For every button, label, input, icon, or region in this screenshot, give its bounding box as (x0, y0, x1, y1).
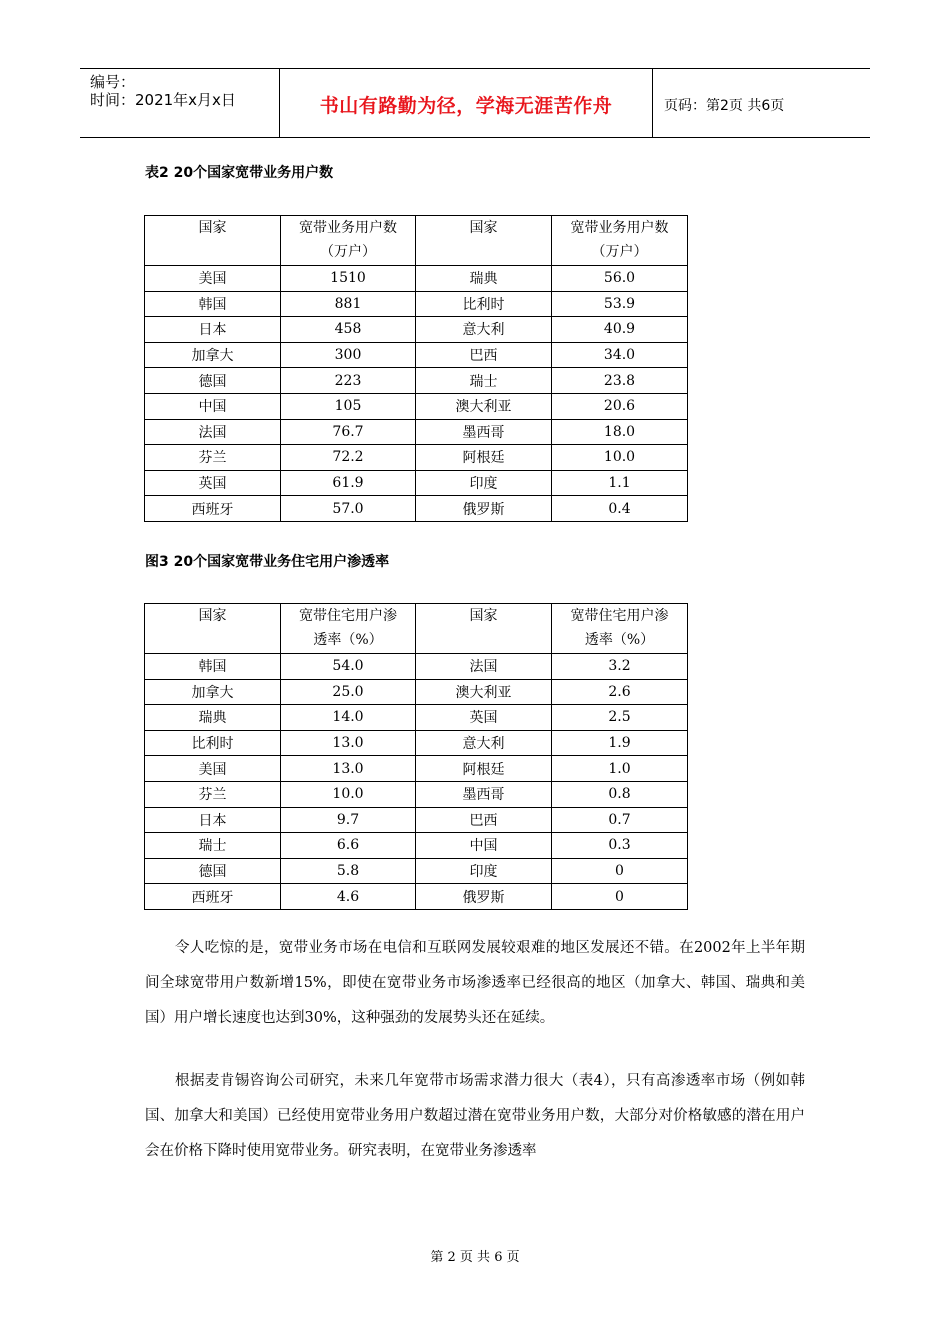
header-cell (281, 604, 416, 654)
table-row (145, 419, 688, 445)
country-cell: 德国 (145, 368, 281, 394)
table-row (145, 679, 688, 705)
table-row (145, 470, 688, 496)
country-cell: 澳大利亚 (416, 679, 552, 705)
value-cell: 20.6 (552, 393, 688, 419)
value-cell: 223 (281, 368, 416, 394)
header-cell-line: 宽带住宅用户渗 (570, 608, 669, 624)
country-cell: 意大利 (416, 730, 552, 756)
country-cell: 德国 (145, 858, 281, 884)
value-cell: 0.3 (552, 833, 688, 859)
value-cell: 1.1 (552, 470, 688, 496)
country-cell: 韩国 (145, 291, 281, 317)
country-cell: 西班牙 (145, 496, 281, 522)
country-cell: 意大利 (416, 317, 552, 343)
paragraph-1: 令人吃惊的是，宽带业务市场在电信和互联网发展较艰难的地区发展还不错。在2002年上半年期间全球宽带用户数新增15%，即使在宽带业务市场渗透率已经很高的地区（加拿大、韩国、瑞典和美国）用户增长速度也达到30%，这种强劲的发展势头还在延续。 (145, 940, 805, 1026)
table2 (144, 215, 688, 522)
country-cell: 美国 (145, 756, 281, 782)
time-label: 时间：2021年x月x日 (90, 91, 236, 109)
header-cell (416, 604, 552, 654)
header-cell-line: 国家 (198, 220, 227, 236)
value-cell: 23.8 (552, 368, 688, 394)
value-cell: 1.0 (552, 756, 688, 782)
country-cell: 巴西 (416, 342, 552, 368)
header-cell (145, 216, 281, 266)
value-cell: 18.0 (552, 419, 688, 445)
country-cell: 日本 (145, 807, 281, 833)
header-cell-line: 透率（%） (584, 632, 655, 648)
country-cell: 俄罗斯 (416, 884, 552, 910)
country-cell: 瑞典 (416, 266, 552, 292)
table-row (145, 496, 688, 522)
country-cell: 阿根廷 (416, 445, 552, 471)
value-cell: 13.0 (281, 730, 416, 756)
header-cell-line: （万户） (591, 244, 648, 260)
header-motto (280, 69, 653, 137)
country-cell: 中国 (145, 393, 281, 419)
table-row (145, 884, 688, 910)
country-cell: 中国 (416, 833, 552, 859)
table-row (145, 317, 688, 343)
value-cell: 76.7 (281, 419, 416, 445)
table-row (145, 807, 688, 833)
country-cell: 墨西哥 (416, 781, 552, 807)
value-cell: 105 (281, 393, 416, 419)
header-cell-line: 透率（%） (313, 632, 383, 648)
header-cell (416, 216, 552, 266)
table3 (144, 603, 688, 910)
number-label: 编号： (90, 73, 136, 91)
header-meta (80, 69, 280, 137)
value-cell: 458 (281, 317, 416, 343)
value-cell: 34.0 (552, 342, 688, 368)
country-cell: 韩国 (145, 654, 281, 680)
value-cell: 72.2 (281, 445, 416, 471)
value-cell: 3.2 (552, 654, 688, 680)
value-cell: 53.9 (552, 291, 688, 317)
value-cell: 1510 (281, 266, 416, 292)
page-header (80, 68, 870, 138)
country-cell: 瑞士 (145, 833, 281, 859)
table-row (145, 858, 688, 884)
value-cell: 61.9 (281, 470, 416, 496)
country-cell: 加拿大 (145, 679, 281, 705)
country-cell: 英国 (145, 470, 281, 496)
value-cell: 6.6 (281, 833, 416, 859)
country-cell: 比利时 (145, 730, 281, 756)
country-cell: 印度 (416, 470, 552, 496)
table2-caption: 表2 20个国家宽带业务用户数 (145, 165, 334, 181)
table-row (145, 705, 688, 731)
table-header-row (145, 604, 688, 654)
header-cell-line: 宽带住宅用户渗 (299, 608, 397, 624)
country-cell: 瑞士 (416, 368, 552, 394)
page-label: 页码：第2页 共6页 (664, 98, 785, 114)
header-cell (552, 604, 688, 654)
value-cell: 10.0 (281, 781, 416, 807)
value-cell: 300 (281, 342, 416, 368)
value-cell: 4.6 (281, 884, 416, 910)
value-cell: 10.0 (552, 445, 688, 471)
table-row (145, 266, 688, 292)
table-row (145, 654, 688, 680)
country-cell: 西班牙 (145, 884, 281, 910)
value-cell: 2.5 (552, 705, 688, 731)
country-cell: 芬兰 (145, 445, 281, 471)
value-cell: 25.0 (281, 679, 416, 705)
country-cell: 芬兰 (145, 781, 281, 807)
header-cell (552, 216, 688, 266)
value-cell: 0.4 (552, 496, 688, 522)
table-row (145, 781, 688, 807)
country-cell: 日本 (145, 317, 281, 343)
header-cell (145, 604, 281, 654)
header-cell-line: 国家 (469, 608, 498, 624)
value-cell: 56.0 (552, 266, 688, 292)
table3-caption: 图3 20个国家宽带业务住宅用户渗透率 (145, 554, 390, 570)
country-cell: 瑞典 (145, 705, 281, 731)
header-cell-line: 国家 (469, 220, 498, 236)
value-cell: 1.9 (552, 730, 688, 756)
table-row (145, 291, 688, 317)
value-cell: 54.0 (281, 654, 416, 680)
table-row (145, 445, 688, 471)
table-header-row (145, 216, 688, 266)
value-cell: 9.7 (281, 807, 416, 833)
country-cell: 法国 (416, 654, 552, 680)
table-row (145, 342, 688, 368)
page-footer: 第 2 页 共 6 页 (430, 1250, 520, 1265)
header-page (652, 69, 870, 137)
country-cell: 俄罗斯 (416, 496, 552, 522)
table-row (145, 730, 688, 756)
table-row (145, 833, 688, 859)
value-cell: 40.9 (552, 317, 688, 343)
value-cell: 0 (552, 884, 688, 910)
header-cell-line: 国家 (198, 608, 227, 624)
header-cell-line: （万户） (320, 244, 376, 260)
country-cell: 法国 (145, 419, 281, 445)
value-cell: 57.0 (281, 496, 416, 522)
paragraph-2: 根据麦肯锡咨询公司研究，未来几年宽带市场需求潜力很大（表4），只有高渗透率市场（例如韩国、加拿大和美国）已经使用宽带业务用户数超过潜在宽带业务用户数，大部分对价格敏感的潜在用户会在价格下降时使用宽带业务。研究表明，在宽带业务渗透率 (145, 1073, 805, 1159)
country-cell: 澳大利亚 (416, 393, 552, 419)
header-cell-line: 宽带业务用户数 (570, 220, 669, 236)
header-cell-line: 宽带业务用户数 (299, 220, 397, 236)
value-cell: 0 (552, 858, 688, 884)
country-cell: 阿根廷 (416, 756, 552, 782)
value-cell: 13.0 (281, 756, 416, 782)
country-cell: 英国 (416, 705, 552, 731)
table-row (145, 368, 688, 394)
country-cell: 比利时 (416, 291, 552, 317)
table-row (145, 756, 688, 782)
country-cell: 墨西哥 (416, 419, 552, 445)
value-cell: 5.8 (281, 858, 416, 884)
country-cell: 印度 (416, 858, 552, 884)
value-cell: 0.8 (552, 781, 688, 807)
country-cell: 美国 (145, 266, 281, 292)
value-cell: 881 (281, 291, 416, 317)
country-cell: 加拿大 (145, 342, 281, 368)
value-cell: 0.7 (552, 807, 688, 833)
motto-text: 书山有路勤为径，学海无涯苦作舟 (319, 95, 613, 117)
table-row (145, 393, 688, 419)
country-cell: 巴西 (416, 807, 552, 833)
header-cell (281, 216, 416, 266)
value-cell: 14.0 (281, 705, 416, 731)
value-cell: 2.6 (552, 679, 688, 705)
